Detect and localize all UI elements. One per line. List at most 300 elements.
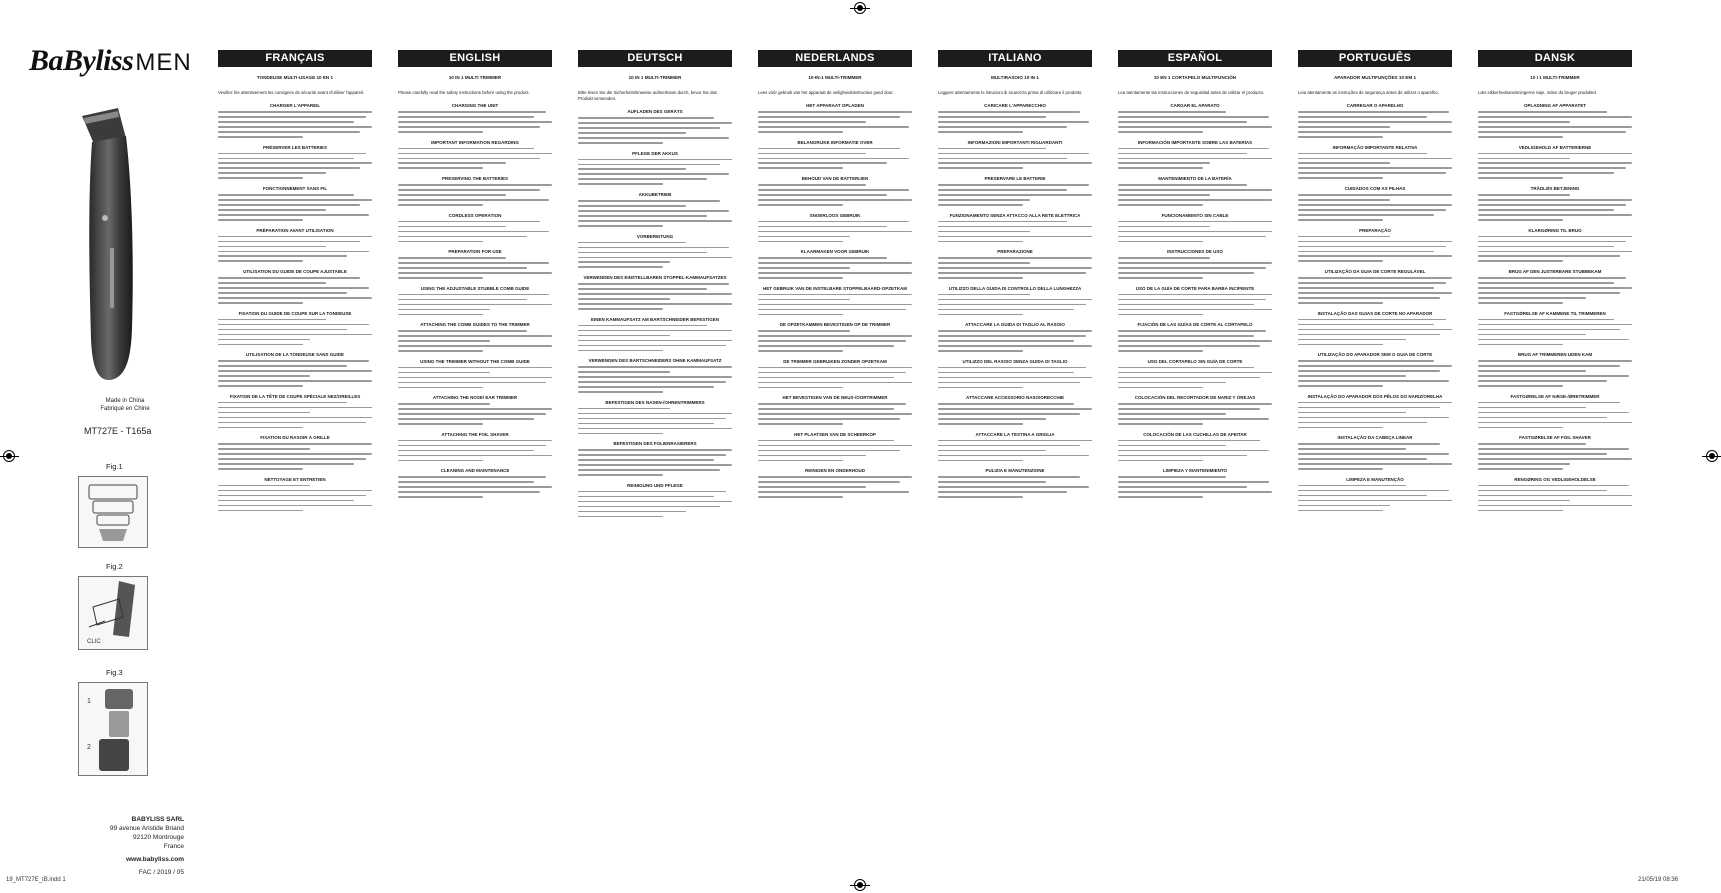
company-street: 99 avenue Aristide Briand [109, 825, 184, 832]
section-heading: FIJACIÓN DE LAS GUÍAS DE CORTE AL CORTAPELO [1137, 322, 1253, 328]
instruction-section [1298, 394, 1452, 429]
text-line [758, 194, 887, 196]
language-header: NEDERLANDS [758, 50, 912, 67]
text-line [1298, 131, 1452, 133]
safety-intro: Please carefully read the safety instructions before using the product. [398, 90, 530, 95]
text-line [938, 330, 1092, 332]
section-heading: ATTACCARE ACCESSORIO NASO/ORECCHIE [966, 395, 1064, 401]
text-line [398, 481, 534, 483]
text-line [398, 204, 483, 206]
text-line [578, 168, 686, 170]
text-line [938, 272, 1086, 274]
text-line [758, 382, 912, 384]
brand-logo [29, 44, 192, 78]
section-heading: FASTGØRELSE AF FOIL SHAVER [1519, 435, 1591, 441]
text-line [578, 350, 663, 352]
text-line [218, 485, 310, 487]
brand-suffix: MEN [135, 49, 192, 76]
text-line [398, 236, 527, 238]
instruction-section [938, 395, 1092, 425]
text-line [578, 408, 670, 410]
section-heading: FASTGØRELSE AF KAMMENE TIL TRIMMEREN [1504, 310, 1606, 316]
text-line [758, 204, 843, 206]
instruction-section [1118, 468, 1272, 498]
instructions-body [1298, 103, 1452, 511]
section-heading: PRÉPARATION AVANT UTILISATION [256, 227, 334, 233]
text-line [1478, 402, 1620, 404]
section-heading: LIMPEZA E MANUTENÇÃO [1346, 476, 1404, 482]
instruction-section [938, 249, 1092, 279]
text-line [578, 325, 707, 327]
text-line [938, 423, 1023, 425]
text-line [578, 330, 732, 332]
text-line [1118, 131, 1203, 133]
text-line [1478, 167, 1626, 169]
text-line [1118, 340, 1272, 342]
section-heading: PRÉSERVER LES BATTERIES [262, 144, 328, 150]
text-line [938, 153, 1089, 155]
text-line [398, 257, 506, 259]
text-line [758, 111, 912, 113]
language-column [1118, 50, 1272, 501]
text-line [578, 288, 707, 290]
text-line [398, 345, 552, 347]
text-line [218, 427, 303, 429]
section-heading: FIXATION DU GUIDE DE COUPE SUR LA TONDEUSE [238, 310, 352, 316]
text-line [398, 262, 549, 264]
instruction-section [1298, 477, 1452, 512]
instruction-section [398, 286, 552, 316]
text-line [1298, 412, 1406, 414]
section-heading: BRUG AF TRIMMEREN UDEN KAM [1517, 352, 1593, 358]
text-line [578, 247, 729, 249]
text-line [1118, 372, 1272, 374]
text-line [1118, 345, 1260, 347]
instruction-section [1118, 213, 1272, 243]
section-heading: INSTALAÇÃO DO APARADOR DOS PÊLOS DO NARIZ/ORELHA [1307, 393, 1443, 399]
text-line [218, 297, 372, 299]
figure-1-label: Fig.1 [106, 462, 123, 471]
safety-intro: Veuillez lire attentivement les consignes de sécurité avant d'utiliser l'appareil. [218, 90, 365, 95]
text-line [758, 418, 900, 420]
text-line [398, 491, 540, 493]
instruction-section [938, 213, 1092, 243]
trimmer-illustration [72, 98, 142, 388]
language-header: DANSK [1478, 50, 1632, 67]
text-line [218, 505, 372, 507]
text-line [1298, 167, 1452, 169]
text-line [1118, 496, 1203, 498]
text-line [1298, 121, 1452, 123]
text-line [1118, 486, 1247, 488]
language-column [758, 50, 912, 501]
text-line [1298, 453, 1449, 455]
text-line [218, 339, 310, 341]
text-line [218, 153, 366, 155]
text-line [1298, 111, 1449, 113]
text-line [1478, 111, 1607, 113]
text-line [218, 334, 372, 336]
section-heading: BEFESTIGEN DES NASEN-/OHRENTRIMMERS [605, 399, 705, 405]
text-line [578, 178, 707, 180]
text-line [398, 277, 483, 279]
text-line [938, 262, 1030, 264]
text-line [1298, 158, 1452, 160]
text-line [758, 158, 909, 160]
instruction-section [1118, 249, 1272, 279]
text-line [578, 117, 714, 119]
section-heading: PREPARAZIONE [997, 249, 1033, 255]
text-line [1118, 162, 1210, 164]
text-line [1478, 324, 1632, 326]
text-line [758, 455, 866, 457]
text-line [1298, 468, 1383, 470]
text-line [398, 199, 549, 201]
text-line [1298, 422, 1427, 424]
text-line [398, 403, 490, 405]
text-line [938, 340, 1074, 342]
text-line [938, 194, 1092, 196]
text-line [218, 375, 310, 377]
text-line [218, 407, 372, 409]
section-heading: PFLEGE DER AKKUS [632, 150, 678, 156]
text-line [578, 516, 663, 518]
text-line [938, 158, 1067, 160]
product-title: 10 I 1 MULTI-TRIMMER [1530, 75, 1580, 80]
text-line [578, 464, 732, 466]
text-line [1478, 463, 1570, 465]
safety-intro: Lea atentamente las instrucciones de seguridad antes de utilizar el producto. [1118, 90, 1265, 95]
text-line [578, 137, 729, 139]
instruction-section [578, 400, 732, 435]
text-line [758, 162, 887, 164]
text-line [398, 382, 546, 384]
instruction-section [1478, 435, 1632, 470]
text-line [758, 262, 912, 264]
text-line [398, 340, 490, 342]
text-line [758, 476, 912, 478]
text-line [218, 412, 310, 414]
company-website[interactable]: www.babyliss.com [126, 856, 184, 863]
text-line [1478, 365, 1620, 367]
text-line [1478, 121, 1570, 123]
text-line [578, 173, 729, 175]
text-line [1298, 136, 1383, 138]
section-heading: USING THE TRIMMER WITHOUT THE COMB GUIDE [420, 358, 530, 364]
text-line [938, 387, 1023, 389]
instruction-section [938, 103, 1092, 133]
text-line [758, 372, 906, 374]
text-line [578, 293, 732, 295]
text-line [218, 417, 372, 419]
text-line [1118, 267, 1266, 269]
section-heading: CARREGAR O APARELHO [1346, 103, 1404, 108]
text-line [1478, 329, 1620, 331]
text-line [578, 391, 663, 393]
instruction-section [1298, 311, 1452, 346]
section-heading: CUIDADOS COM AS PILHAS [1344, 186, 1406, 192]
text-line [1298, 153, 1427, 155]
text-line [578, 225, 663, 227]
text-line [1478, 251, 1632, 253]
instruction-section [758, 468, 912, 498]
text-line [218, 360, 369, 362]
text-line [218, 167, 360, 169]
text-line [1118, 204, 1203, 206]
section-heading: FIXATION DU RASOIR À GRILLE [260, 435, 330, 441]
text-line [218, 344, 303, 346]
text-line [938, 403, 1074, 405]
language-header: ENGLISH [398, 50, 552, 67]
instruction-section [758, 213, 912, 243]
text-line [758, 445, 912, 447]
text-line [1118, 148, 1269, 150]
text-line [1298, 375, 1406, 377]
text-line [938, 413, 1080, 415]
section-heading: RENGØRING OG VEDLIGEHOLDELSE [1514, 476, 1596, 482]
text-line [578, 418, 726, 420]
text-line [1478, 214, 1632, 216]
text-line [578, 215, 707, 217]
section-heading: SNOERLOOS GEBRUIK [809, 212, 861, 218]
instruction-section [938, 286, 1092, 316]
instruction-section [578, 358, 732, 393]
instruction-section [218, 103, 372, 138]
text-line [398, 423, 483, 425]
text-line [218, 136, 303, 138]
text-line [938, 299, 1092, 301]
text-line [938, 236, 1092, 238]
brand-name: BaByliss [29, 44, 134, 77]
text-line [1118, 184, 1247, 186]
text-line [938, 335, 1086, 337]
text-line [1478, 255, 1620, 257]
text-line [758, 267, 850, 269]
section-heading: ATTACHING THE NOSE/ EAR TRIMMER [432, 395, 518, 401]
instruction-section [1298, 103, 1452, 138]
text-line [938, 267, 1092, 269]
text-line [1118, 241, 1203, 243]
text-line [938, 309, 1074, 311]
figure-2-label: Fig.2 [106, 562, 123, 571]
section-heading: ATTACHING THE COMB GUIDES TO THE TRIMMER [420, 322, 530, 328]
text-line [1118, 189, 1272, 191]
text-line [218, 172, 326, 174]
text-line [578, 433, 663, 435]
text-line [1478, 246, 1614, 248]
text-line [398, 304, 552, 306]
text-line [1298, 219, 1383, 221]
text-line [1298, 495, 1427, 497]
text-line [1118, 330, 1266, 332]
text-line [218, 458, 366, 460]
text-line [1478, 219, 1563, 221]
text-line [938, 121, 1089, 123]
text-line [758, 350, 843, 352]
text-line [398, 445, 546, 447]
instructions-body [758, 103, 912, 498]
language-header: PORTUGUÊS [1298, 50, 1452, 67]
text-line [758, 340, 906, 342]
text-line [398, 440, 552, 442]
text-line [218, 319, 326, 321]
text-line [578, 449, 732, 451]
instruction-section [758, 432, 912, 462]
text-line [1118, 413, 1226, 415]
text-line [1298, 402, 1452, 404]
text-line [758, 387, 843, 389]
instruction-section [1298, 269, 1452, 304]
section-heading: VEDLIGEHOLD AF BATTERIERNE [1518, 144, 1592, 150]
section-heading: PRESERVING THE BATTERIES [441, 176, 509, 182]
text-line [1478, 287, 1632, 289]
text-line [1478, 236, 1632, 238]
text-line [578, 459, 714, 461]
text-line [1298, 292, 1452, 294]
instruction-section [578, 483, 732, 518]
text-line [1478, 339, 1629, 341]
text-line [1298, 236, 1390, 238]
instruction-section [938, 176, 1092, 206]
text-line [1118, 335, 1254, 337]
text-line [938, 126, 1067, 128]
text-line [758, 241, 843, 243]
text-line [938, 450, 1046, 452]
text-line [218, 251, 369, 253]
text-line [578, 381, 726, 383]
text-line [1478, 126, 1632, 128]
text-line [758, 496, 843, 498]
text-line [758, 450, 900, 452]
text-line [758, 309, 906, 311]
text-line [758, 377, 894, 379]
text-line [1478, 375, 1629, 377]
text-line [218, 292, 347, 294]
instruction-section [578, 317, 732, 352]
text-line [1118, 377, 1260, 379]
section-heading: PREPARAÇÃO [1359, 227, 1391, 233]
text-line [1298, 407, 1440, 409]
text-line [758, 153, 866, 155]
footer-date: 21/05/19 08:36 [1638, 877, 1679, 883]
section-heading: INFORMACIÓN IMPORTANTE SOBRE LAS BATERÍAS [1137, 139, 1253, 145]
text-line [938, 496, 1023, 498]
document-code: FAC / 2019 / 05 [138, 869, 184, 876]
text-line [938, 481, 1046, 483]
text-line [1298, 214, 1434, 216]
instruction-section [578, 275, 732, 310]
text-line [578, 413, 732, 415]
text-line [758, 294, 912, 296]
text-line [1478, 417, 1607, 419]
section-heading: UTILISATION DU GUIDE DE COUPE AJUSTABLE [243, 269, 347, 275]
text-line [398, 153, 552, 155]
text-line [218, 324, 369, 326]
text-line [218, 131, 360, 133]
text-line [1478, 209, 1614, 211]
instructions-body [1118, 103, 1272, 498]
instruction-section [1478, 352, 1632, 387]
section-heading: PREPARATION FOR USE [448, 249, 502, 255]
text-line [938, 131, 1023, 133]
text-line [578, 132, 686, 134]
text-line [218, 126, 372, 128]
instruction-section [578, 109, 732, 144]
company-name: BABYLISS SARL [131, 816, 184, 823]
text-line [758, 221, 909, 223]
instruction-section [1118, 395, 1272, 425]
text-line [398, 241, 483, 243]
section-heading: AUFLADEN DES GERÄTS [627, 109, 683, 114]
instruction-section [218, 228, 372, 263]
text-line [938, 304, 1086, 306]
section-heading: FONCTIONNEMENT SANS FIL [262, 186, 328, 192]
text-line [1478, 485, 1629, 487]
text-line [1478, 282, 1614, 284]
text-line [938, 231, 1030, 233]
text-line [398, 111, 546, 113]
text-line [938, 491, 1067, 493]
instruction-section [758, 322, 912, 352]
text-line [1118, 116, 1269, 118]
text-line [938, 257, 1092, 259]
section-heading: BEFESTIGEN DES FOLIENRASIERERS [613, 441, 697, 447]
product-title: 10 IN 1 MULTI-TRIMMER [628, 75, 682, 80]
text-line [1118, 294, 1272, 296]
text-line [938, 167, 1023, 169]
text-line [1478, 177, 1563, 179]
section-heading: KLARGØRING TIL BRUG [1528, 227, 1582, 233]
text-line [1478, 136, 1563, 138]
text-line [218, 277, 360, 279]
text-line [758, 116, 900, 118]
text-line [758, 408, 894, 410]
section-heading: HET BEVESTIGEN VAN DE NEUS-/OORTRIMMER [782, 395, 888, 401]
language-header: ESPAÑOL [1118, 50, 1272, 67]
text-line [758, 330, 850, 332]
section-heading: PRESERVARE LE BATTERIE [984, 176, 1046, 182]
text-line [218, 121, 354, 123]
text-line [1118, 121, 1247, 123]
section-heading: UTILIZAÇÃO DO APARADOR SEM O GUIA DE CORTE [1317, 352, 1433, 358]
product-title: 10-IN-1 MULTI-TRIMMER [808, 75, 862, 80]
text-line [218, 380, 372, 382]
text-line [1118, 221, 1272, 223]
text-line [1118, 418, 1269, 420]
text-line [1298, 344, 1383, 346]
text-line [218, 111, 372, 113]
text-line [578, 511, 686, 513]
section-heading: KLAARMAKEN VOOR GEBRUIK [800, 249, 870, 255]
text-line [578, 252, 707, 254]
registration-mark-bottom [854, 879, 866, 891]
text-line [578, 335, 670, 337]
text-line [218, 246, 326, 248]
text-line [398, 387, 483, 389]
text-line [398, 294, 549, 296]
text-line [218, 490, 372, 492]
text-line [758, 460, 843, 462]
text-line [1298, 297, 1440, 299]
text-line [1478, 277, 1626, 279]
text-line [1478, 443, 1586, 445]
text-line [578, 122, 732, 124]
text-line [398, 367, 552, 369]
text-line [218, 194, 354, 196]
section-heading: UTILIZZO DEL RASOIO SENZA GUIDA DI TAGLIO [962, 358, 1068, 364]
text-line [938, 204, 1023, 206]
instruction-section [1478, 394, 1632, 429]
